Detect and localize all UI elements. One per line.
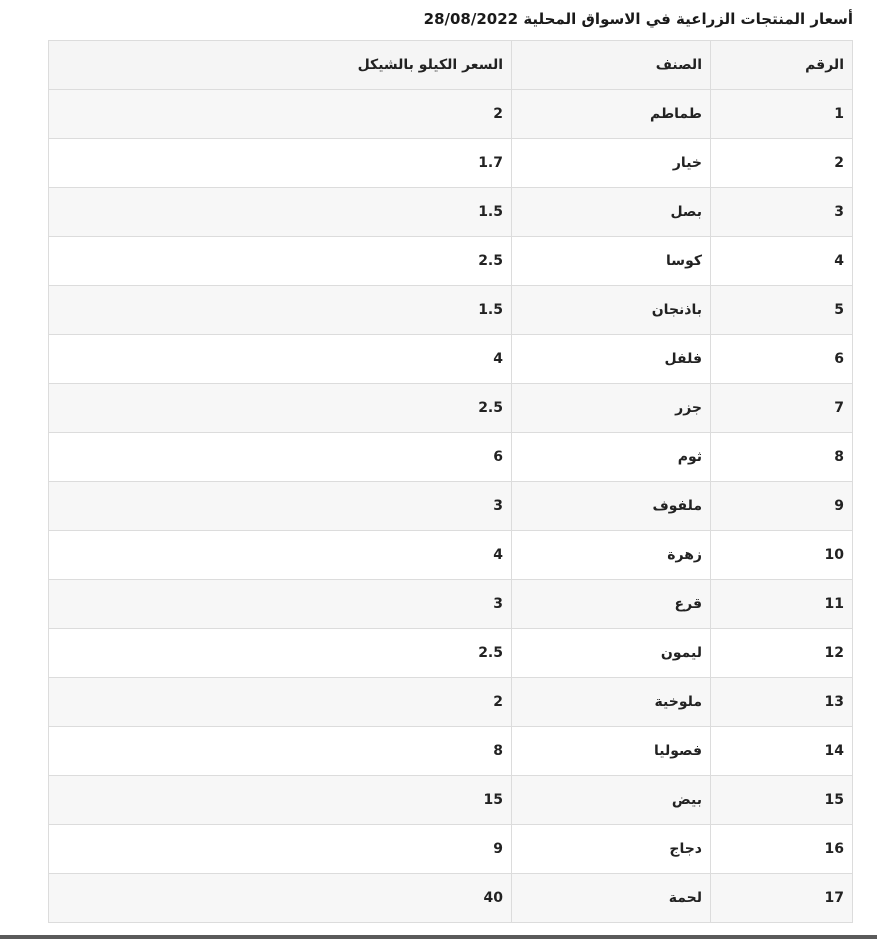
table-header-row (49, 41, 853, 90)
cell-item: بيض (512, 776, 711, 825)
table-row (49, 237, 853, 286)
cell-item: باذنجان (512, 286, 711, 335)
cell-item: ملفوف (512, 482, 711, 531)
table-row (49, 727, 853, 776)
cell-number: 6 (711, 335, 853, 384)
cell-number: 14 (711, 727, 853, 776)
cell-price: 4 (49, 335, 512, 384)
cell-number: 7 (711, 384, 853, 433)
cell-number: 17 (711, 874, 853, 923)
cell-price: 3 (49, 580, 512, 629)
cell-number: 13 (711, 678, 853, 727)
cell-item: فلفل (512, 335, 711, 384)
cell-item: زهرة (512, 531, 711, 580)
cell-number: 11 (711, 580, 853, 629)
cell-number: 5 (711, 286, 853, 335)
cell-number: 8 (711, 433, 853, 482)
table-row (49, 482, 853, 531)
header-number: الرقم (711, 41, 853, 90)
cell-price: 4 (49, 531, 512, 580)
cell-number: 9 (711, 482, 853, 531)
cell-number: 12 (711, 629, 853, 678)
table-row (49, 384, 853, 433)
cell-price: 40 (49, 874, 512, 923)
header-price: السعر الكيلو بالشيكل (49, 41, 512, 90)
cell-price: 1.7 (49, 139, 512, 188)
cell-item: خيار (512, 139, 711, 188)
cell-item: بصل (512, 188, 711, 237)
bottom-divider (0, 935, 877, 939)
table-row (49, 286, 853, 335)
cell-number: 3 (711, 188, 853, 237)
cell-item: ملوخية (512, 678, 711, 727)
cell-number: 2 (711, 139, 853, 188)
cell-number: 4 (711, 237, 853, 286)
table-row (49, 335, 853, 384)
cell-number: 15 (711, 776, 853, 825)
table-row (49, 188, 853, 237)
table-row (49, 580, 853, 629)
cell-price: 6 (49, 433, 512, 482)
cell-item: طماطم (512, 90, 711, 139)
table-row (49, 531, 853, 580)
cell-price: 2.5 (49, 384, 512, 433)
cell-price: 8 (49, 727, 512, 776)
header-item: الصنف (512, 41, 711, 90)
cell-item: جزر (512, 384, 711, 433)
table-row (49, 90, 853, 139)
cell-item: دجاج (512, 825, 711, 874)
table-row (49, 776, 853, 825)
cell-number: 16 (711, 825, 853, 874)
cell-item: ليمون (512, 629, 711, 678)
cell-item: قرع (512, 580, 711, 629)
table-row (49, 629, 853, 678)
table-caption: أسعار المنتجات الزراعية في الاسواق المحلية 28/08/2022 (423, 10, 853, 28)
table-row (49, 874, 853, 923)
cell-price: 2.5 (49, 237, 512, 286)
cell-price: 1.5 (49, 188, 512, 237)
cell-price: 3 (49, 482, 512, 531)
cell-item: كوسا (512, 237, 711, 286)
cell-item: فصوليا (512, 727, 711, 776)
table-row (49, 139, 853, 188)
cell-price: 2 (49, 90, 512, 139)
table-row (49, 678, 853, 727)
table-row (49, 825, 853, 874)
prices-table (48, 40, 853, 923)
cell-price: 9 (49, 825, 512, 874)
cell-number: 1 (711, 90, 853, 139)
cell-number: 10 (711, 531, 853, 580)
cell-price: 2.5 (49, 629, 512, 678)
cell-price: 15 (49, 776, 512, 825)
table-row (49, 433, 853, 482)
cell-price: 1.5 (49, 286, 512, 335)
cell-item: ثوم (512, 433, 711, 482)
cell-price: 2 (49, 678, 512, 727)
cell-item: لحمة (512, 874, 711, 923)
